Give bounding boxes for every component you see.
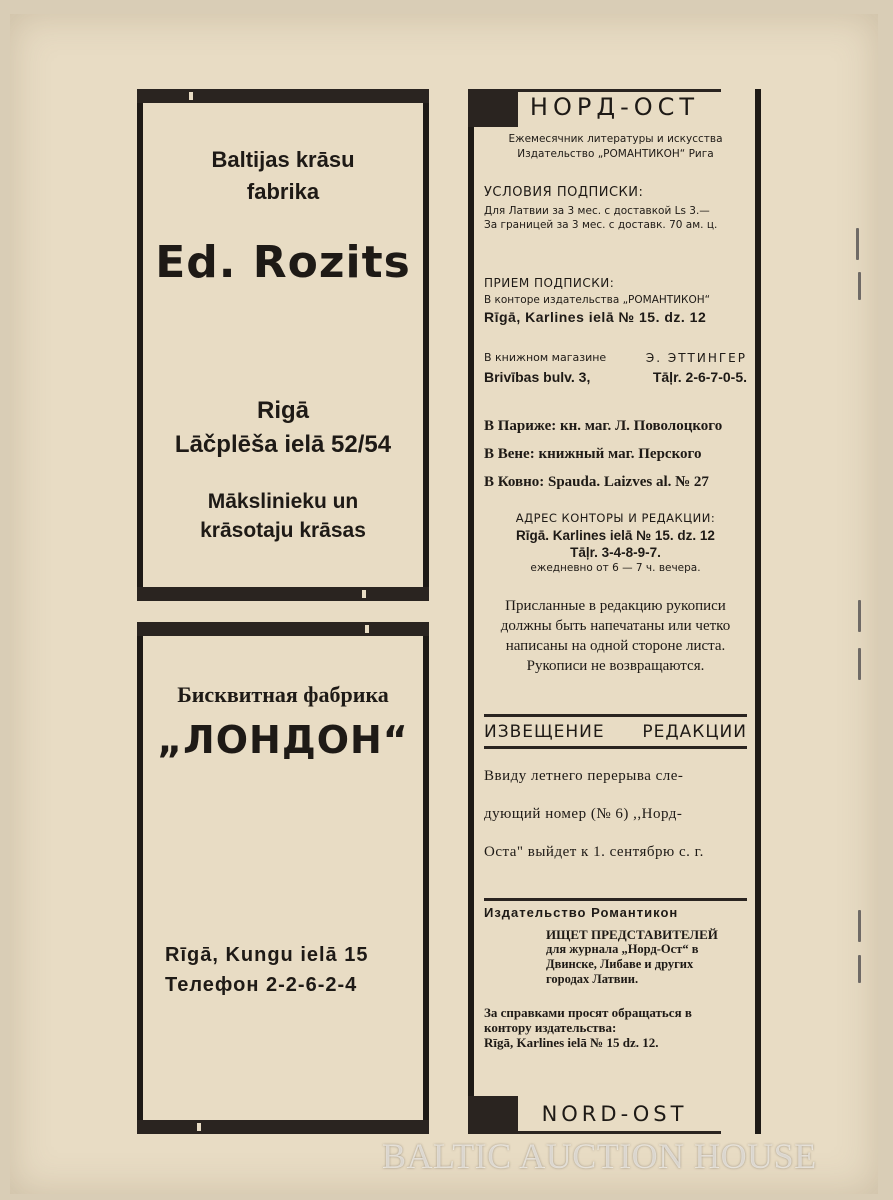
office-hours: ежедневно от 6 — 7 ч. вечера. — [530, 562, 701, 574]
divider — [484, 746, 747, 749]
paint-description: Mākslinieku un krāsotaju krāsas — [200, 490, 366, 542]
subscription-office-title: ПРИЕМ ПОДПИСКИ: — [484, 276, 615, 290]
ad-top-bar — [137, 89, 429, 103]
divider — [484, 714, 747, 717]
biscuit-brand: „ЛОНДОН“ — [157, 718, 409, 762]
staple-mark — [858, 648, 861, 680]
bookshop-line: В книжном магазине Э. ЭТТИНГЕР — [484, 351, 747, 365]
representatives-wanted: ИЩЕТ ПРЕДСТАВИТЕЛЕЙ для журнала „Норд-Ост“ в Двинске, Либаве и других городах Латвии. — [546, 927, 718, 986]
manuscript-return-note: Рукописи не возвращаются. — [526, 658, 705, 674]
office-address-title: АДРЕС КОНТОРЫ И РЕДАКЦИИ: — [515, 511, 716, 525]
staple-mark — [856, 228, 859, 260]
paint-factory-ad — [137, 89, 429, 601]
ad-bottom-bar — [137, 1120, 429, 1134]
staple-mark — [858, 272, 861, 300]
bookshop-address: Brivības bulv. 3, Tāļr. 2-6-7-0-5. — [484, 369, 747, 385]
subscription-office: В конторе издательства „РОМАНТИКОН“ — [484, 294, 711, 306]
ad-top-bar — [137, 622, 429, 636]
paint-brand: Ed. Rozits — [155, 237, 411, 288]
biscuit-factory-ad — [137, 622, 429, 1134]
inquiries-note: За справками просят обращаться в контору издательства: Rīgā, Karlines ielā № 15 dz. 12. — [484, 1005, 692, 1050]
divider — [484, 898, 747, 901]
biscuit-contact: Rīgā, Kungu ielā 15 Телефон 2-2-6-2-4 — [165, 944, 369, 996]
office-address: Rīgā. Karlines ielā № 15. dz. 12 Tāļr. 3-4-8-9-7. — [516, 528, 715, 560]
notice-title: ИЗВЕЩЕНИЕ РЕДАКЦИИ — [484, 722, 747, 742]
ad-bottom-bar — [137, 587, 429, 601]
footer-title: NORD-OST — [541, 1102, 688, 1126]
biscuit-factory-name: Бисквитная фабрика — [177, 682, 389, 707]
journal-info-column — [468, 89, 761, 1134]
masthead-bar — [468, 89, 761, 127]
paint-address: Rigā Lāčplēša ielā 52/54 — [174, 397, 392, 458]
subscription-terms-title: УСЛОВИЯ ПОДПИСКИ: — [484, 185, 644, 200]
auction-watermark: BALTIC AUCTION HOUSE — [382, 1136, 817, 1176]
paint-factory-name: Baltijas krāsu fabrika — [211, 147, 355, 204]
journal-subtitle: Ежемесячник литературы и искусства Издательство „РОМАНТИКОН“ Рига — [508, 133, 723, 160]
staple-mark — [858, 600, 861, 632]
footer-bar — [468, 1096, 761, 1134]
subscription-address: Rīgā, Karlines ielā № 15. dz. 12 — [484, 309, 707, 325]
foreign-agents: В Париже: кн. маг. Л. Поволоцкого В Вене: книжный маг. Перского В Ковно: Spauda. Laizves al. № 27 — [484, 418, 723, 490]
masthead-title: НОРД-ОСТ — [529, 93, 700, 121]
staple-mark — [858, 910, 861, 942]
notice-text: Ввиду летнего перерыва сле- дующий номер (№ 6) ,,Норд- Оста" выйдет к 1. сентябрю с. г. — [484, 768, 704, 860]
subscription-terms: Для Латвии за 3 мес. с доставкой Ls 3.— За границей за 3 мес. с доставк. 70 ам. ц. — [484, 205, 718, 231]
staple-mark — [858, 955, 861, 983]
publisher-name: Издательство Романтикон — [484, 905, 679, 920]
manuscript-note: Присланные в редакцию рукописи должны быть напечатаны или четко написаны на одной стороне листа. — [500, 598, 731, 654]
